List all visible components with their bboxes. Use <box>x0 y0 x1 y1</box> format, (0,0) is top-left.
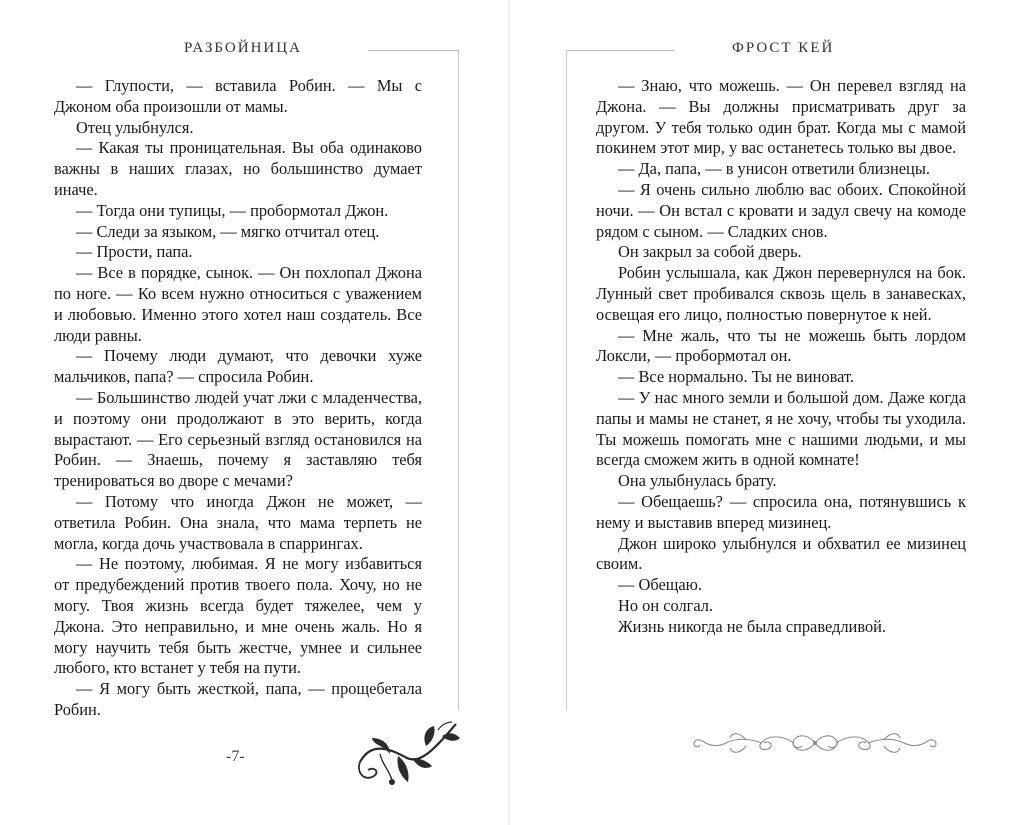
paragraph: Джон широко улыбнулся и обхватил ее мизинец своим. <box>596 533 966 574</box>
margin-rule-left <box>458 50 459 710</box>
paragraph: — У нас много земли и большой дом. Даже когда папы и мамы не станет, я не хочу, чтобы ты уходила. Ты можешь помогать мне с нашими людьми, и мы всегда сможем жить в одной комнате! <box>596 387 966 470</box>
paragraph: — Да, папа, — в унисон ответили близнецы. <box>618 159 930 179</box>
right-page <box>510 0 1021 825</box>
left-page-text <box>54 76 422 721</box>
header-rule-left <box>368 50 458 51</box>
paragraph: Он закрыл за собой дверь. <box>618 242 802 262</box>
paragraph: — Большинство людей учат лжи с младенчества, и поэтому они продолжают в это верить, когда вырастают. — Его серьезный взгляд остановился на Робин. — Знаешь, почему я заставляю тебя тренироваться во дворе с мечами? <box>54 387 422 491</box>
paragraph: Жизнь никогда не была справедливой. <box>618 616 887 636</box>
paragraph: Она улыбнулась брату. <box>618 471 777 491</box>
paragraph: — Мне жаль, что ты не можешь быть лордом Локсли, — пробормотал он. <box>596 325 966 366</box>
paragraph: — Прости, папа. <box>76 242 193 262</box>
vine-flourish-icon <box>352 720 462 800</box>
paragraph: — Какая ты проницательная. Вы оба одинаково важны в наших глазах, но большинство думает иначе. <box>54 138 422 199</box>
paragraph: — Обещаю. <box>618 575 702 595</box>
running-head-left: РАЗБОЙНИЦА <box>184 40 302 56</box>
paragraph: — Я очень сильно люблю вас обоих. Спокойной ночи. — Он встал с кровати и задул свечу на комоде рядом с сыном. — Сладких снов. <box>596 179 966 241</box>
paragraph: — Все нормально. Ты не виноват. <box>618 367 855 387</box>
paragraph: — Глупости, — вставила Робин. — Мы с Джоном оба произошли от мамы. <box>54 76 422 116</box>
page-number: -7- <box>226 748 245 765</box>
paragraph: — Знаю, что можешь. — Он перевел взгляд на Джона. — Вы должны присматривать друг за другом. У тебя только один брат. Когда мы с мамой покинем этот мир, у вас останетесь только вы двое. <box>596 76 966 158</box>
paragraph: — Следи за языком, — мягко отчитал отец. <box>76 221 380 241</box>
paragraph: — Все в порядке, сынок. — Он похлопал Джона по ноге. — Ко всем нужно относиться с уважением и любовью. Именно этого хотел наш создатель. Все люди равны. <box>54 263 422 345</box>
paragraph: Робин услышала, как Джон перевернулся на бок. Лунный свет пробивался сквозь щель в занавесках, освещая его лицо, полностью повернутое к ней. <box>596 263 966 324</box>
paragraph: — Я могу быть жесткой, папа, — прощебетала Робин. <box>54 679 422 719</box>
paragraph: Но он солгал. <box>618 595 714 615</box>
running-head-right: ФРОСТ КЕЙ <box>732 40 835 56</box>
right-page-text <box>596 76 966 638</box>
scroll-ornament-icon <box>690 728 940 758</box>
paragraph: — Потому что иногда Джон не может, — ответила Робин. Она знала, что мама терпеть не могла, когда дочь участвовала в спаррингах. <box>54 491 422 553</box>
paragraph: — Обещаешь? — спросила она, потянувшись к нему и выставив вперед мизинец. <box>596 491 966 532</box>
paragraph: — Почему люди думают, что девочки хуже мальчиков, папа? — спросила Робин. <box>54 346 422 387</box>
left-page <box>0 0 510 825</box>
header-rule-right <box>566 50 674 51</box>
paragraph: — Тогда они тупицы, — пробормотал Джон. <box>76 200 389 220</box>
paragraph: — Не поэтому, любимая. Я не могу избавиться от предубеждений против твоего пола. Хочу, но не могу. Твоя жизнь всегда будет тяжелее, чем у Джона. Это неправильно, и мне очень жаль. Но я могу научить тебя быть жестче, умнее и сильнее любого, кто встанет у тебя на пути. <box>54 554 422 678</box>
margin-rule-right <box>566 50 567 710</box>
paragraph: Отец улыбнулся. <box>76 117 194 137</box>
